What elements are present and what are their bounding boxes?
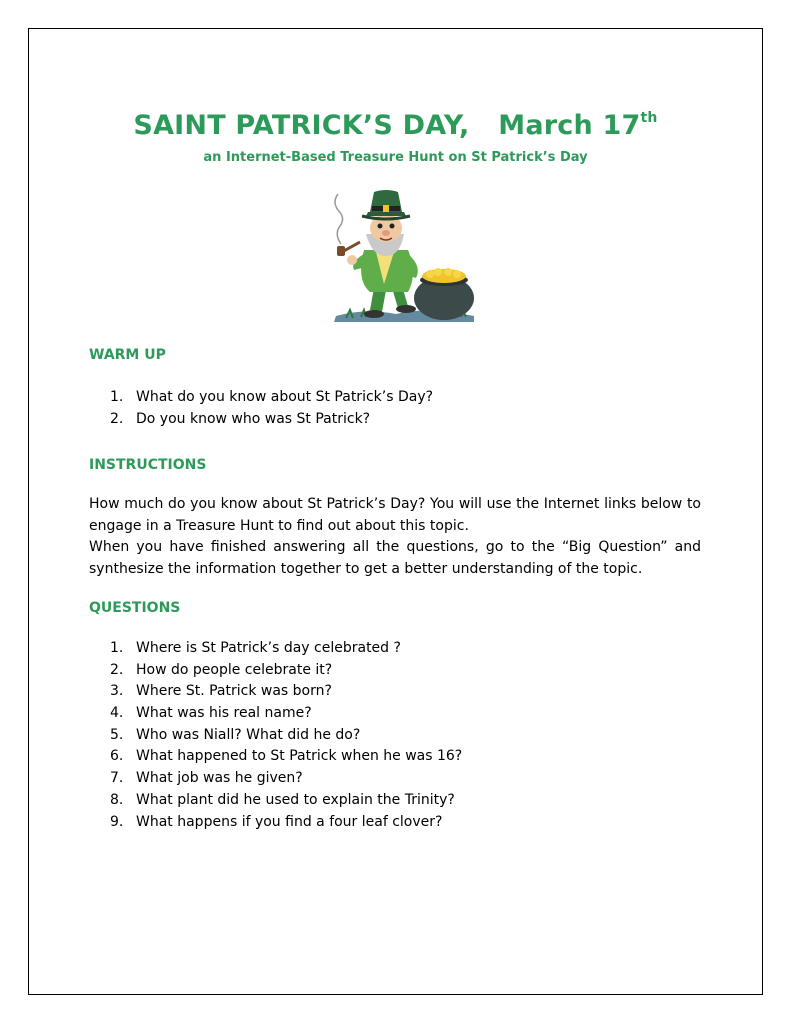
list-text: Where is St Patrick’s day celebrated ? <box>136 640 401 656</box>
list-item <box>110 812 462 834</box>
list-item <box>110 746 462 768</box>
list-number: 6. <box>110 748 124 765</box>
list-number: 3. <box>110 683 124 700</box>
list-item <box>110 703 462 725</box>
list-item <box>110 790 462 812</box>
list-number: 1. <box>110 389 124 405</box>
list-item <box>110 681 462 703</box>
instructions-paragraph: When you have finished answering all the questions, go to the “Big Question” and synthesize the information together to get a better understanding of the topic. <box>89 539 701 578</box>
questions-list <box>110 638 462 833</box>
list-item <box>110 409 433 431</box>
list-number: 2. <box>110 410 124 427</box>
page-title <box>0 110 791 141</box>
list-number: 1. <box>110 640 124 656</box>
list-text: What plant did he used to explain the Trinity? <box>136 791 455 808</box>
list-text: How do people celebrate it? <box>136 661 333 678</box>
warm-up-list <box>110 387 433 430</box>
list-item <box>110 387 433 409</box>
instructions-paragraph: How much do you know about St Patrick’s Day? You will use the Internet links below to engage in a Treasure Hunt to find out about this topic. <box>89 496 701 534</box>
list-number: 2. <box>110 661 124 678</box>
questions-heading: QUESTIONS <box>89 600 181 616</box>
instructions-body <box>89 494 701 581</box>
list-text: What job was he given? <box>136 770 303 787</box>
title-text: SAINT PATRICK’S DAY, March 17 <box>133 110 641 141</box>
instructions-heading: INSTRUCTIONS <box>89 457 207 473</box>
list-text: What was his real name? <box>136 705 312 722</box>
list-text: What happens if you find a four leaf clover? <box>136 813 443 830</box>
list-text: Who was Niall? What did he do? <box>136 726 361 743</box>
list-text: What happened to St Patrick when he was 16? <box>136 748 463 765</box>
leprechaun-with-pot-of-gold-icon <box>326 188 478 328</box>
list-item <box>110 660 462 682</box>
list-text: Do you know who was St Patrick? <box>136 410 371 427</box>
warm-up-heading: WARM UP <box>89 347 166 363</box>
list-number: 9. <box>110 813 124 830</box>
list-text: What do you know about St Patrick’s Day? <box>136 389 434 405</box>
title-superscript: th <box>640 110 658 126</box>
list-number: 5. <box>110 726 124 743</box>
list-item <box>110 638 462 660</box>
list-item <box>110 768 462 790</box>
list-number: 4. <box>110 705 124 722</box>
page-subtitle: an Internet-Based Treasure Hunt on St Patrick’s Day <box>203 150 588 165</box>
list-text: Where St. Patrick was born? <box>136 683 332 700</box>
list-number: 7. <box>110 770 124 787</box>
list-number: 8. <box>110 791 124 808</box>
list-item <box>110 725 462 747</box>
